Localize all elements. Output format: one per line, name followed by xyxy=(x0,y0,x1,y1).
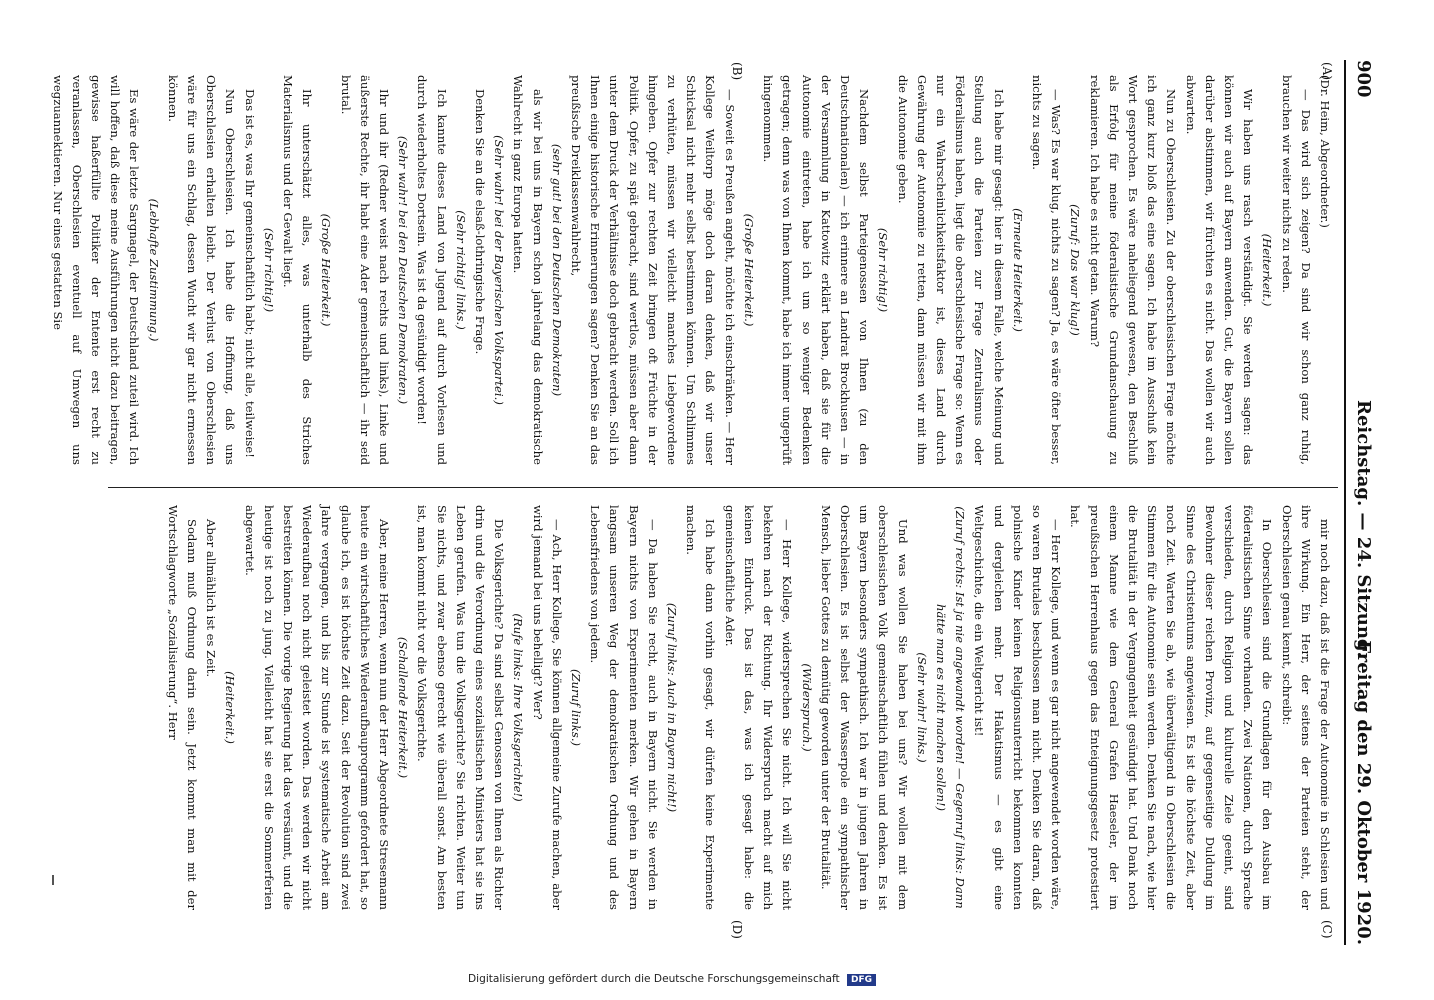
protocol-reaction: (Widerspruch.) xyxy=(799,663,814,752)
running-date: Freitag den 29. Oktober 1920. xyxy=(1353,640,1374,945)
protocol-paragraph: Das ist es, was Ihr gemeinschaftlich habt; nicht alle, teilweise! xyxy=(242,89,257,458)
protocol-reaction: (Zuruf rechts: Ist ja nie angewandt worden! — Gegenruf links: Dann hätte man es nicht machen sollen!) xyxy=(933,506,968,909)
protocol-paragraph: — Was? Es war klug, nichts zu sagen? Ja, es wäre öfter besser, nichts zu sagen. xyxy=(1029,75,1064,465)
protocol-paragraph: Ich kannte dieses Land von Jugend auf durch Vorlesen und durch wiederholtes Dortsein. Was ist da gesündigt worden! xyxy=(415,75,449,465)
protocol-paragraph: In Oberschlesien sind die Grundlagen für den Ausbau im föderalistischen Sinne vorhanden. Zwei Nationen, durch Sprache verschieden, durch Religion und kulturelle Ziele geeint, sind Bewohner dieser reichen Provinz, auf gegenseitige Duldung im Sinne des Christentums angewiesen. Es ist die höchste Zeit, aber noch Zeit. Warten Sie ab, wie überwältigend in Oberschlesien die Stimmen für die Autonomie sein werden. Denken Sie nach, wie hier die Brutalität in der Vergangenheit gesündigt hat. Und Dank noch einem Manne wie dem General Grafen Haeseler, der im preußischen Herrenhaus gegen das Enteignungsgesetz protestiert hat. xyxy=(1068,505,1275,910)
protocol-paragraph: Ihr unterschätzt alles, was unterhalb des Striches Materialismus und der Gewalt liegt. xyxy=(281,75,315,465)
speaker-line: (Dr. Heim, Abgeordneter.) xyxy=(1318,75,1332,228)
protocol-reaction: (Sehr wahr! bei den Deutschen Demokraten.) xyxy=(396,135,411,405)
protocol-reaction: (Heiterkeit.) xyxy=(223,671,238,744)
protocol-reaction: (Erneute Heiterkeit.) xyxy=(1010,208,1025,332)
protocol-paragraph: Ihr und ihr (Redner weist nach rechts und links), Linke und äußerste Rechte, ihr habt eine Ader gemeinschaftlich — ihr seid brutal. xyxy=(338,75,392,465)
protocol-reaction: (Sehr wahr! bei der Bayerischen Volkspartei.) xyxy=(492,135,507,405)
protocol-paragraph: Nachdem selbst Parteigenossen von Ihnen (zu den Deutschnationalen) — ich erinnere an Landrat Brockhusen — in der Versammlung in Kattowitz erklärt haben, daß sie für die Autonomie eintreten, habe ich um so weniger Bedenken getragen; denn was von Ihnen kommt, habe ich immer ungeprüft hingenommen. xyxy=(761,75,872,465)
protocol-paragraph: Die Volksgerichte? Da sind selbst Genossen von Ihnen als Richter drin und die Verordnung eines sozialistischen Ministers hat sie ins Leben gerufen. Was tun die Volksgerichte? Sie richten. Weiter tun Sie nichts, und zwar ebenso gerecht wie überall sonst. Am besten ist, man kommt nicht vor die Volksgerichte. xyxy=(415,505,507,910)
credit-text: Digitalisierung gefördert durch die Deutsche Forschungsgemeinschaft xyxy=(468,973,840,985)
protocol-paragraph: Aber, meine Herren, wenn nun der Herr Abgeordnete Stresemann heute ein wirtschaftliches Wiederaufbauprogramm gefordert hat, so glaube ich, es ist höchste Zeit dazu. Seit der Revolution sind zwei Jahre vergangen, und bis zur Stunde ist systematische Arbeit am Wiederaufbau noch nicht geleistet worden. Das werden wir nicht bestreiten können. Die vorige Regierung hat das versäumt, und die heutige ist noch zu jung. Vielleicht hat sie erst die Sommerferien abgewartet. xyxy=(242,505,392,910)
protocol-paragraph: Sodann muß Ordnung darin sein. Jetzt kommt man mit der Wortschlagworte „Sozialisierung“. Herr xyxy=(165,505,200,910)
protocol-reaction: (Lebhafte Zustimmung.) xyxy=(146,198,161,342)
protocol-reaction: (Rufe links: Ihre Volksgerichte!) xyxy=(511,613,526,802)
protocol-reaction: (Zuruf links.) xyxy=(569,668,584,747)
left-column xyxy=(50,75,1334,465)
protocol-paragraph: als wir bei uns in Bayern schon jahrelang das demokratische Wahlrecht in ganz Europa hatten. xyxy=(511,75,545,465)
protocol-reaction: (Zuruf links: Auch in Bayern nicht!) xyxy=(665,602,680,813)
margin-mark-b: (B) xyxy=(730,62,744,81)
page-number: 900 xyxy=(1353,60,1374,98)
protocol-paragraph: Ich habe mir gesagt: hier in diesem Falle, welche Meinung und Stellung auch die Parteien zur Frage Zentralismus oder Föderalismus haben, liegt die oberschlesische Frage so: Wenn es nur ein Wahrscheinlichkeitsfaktor ist, dieses Land durch Gewährung der Autonomie zu retten, dann müssen wir mit ihm die Autonomie geben. xyxy=(895,75,1006,465)
protocol-reaction: (Große Heiterkeit.) xyxy=(741,213,756,327)
protocol-reaction: (Sehr richtig!) xyxy=(261,227,276,313)
protocol-reaction: (Sehr richtig! links.) xyxy=(453,210,468,330)
protocol-reaction: (sehr gut! bei den Deutschen Demokraten) xyxy=(549,143,564,397)
protocol-reaction: (Zuruf: Das war klug!) xyxy=(1068,204,1083,336)
protocol-paragraph: — Herr Kollege, und wenn es gar nicht angewendet worden wäre, so waren Brutales beschlossen man nicht. Denken Sie daran, daß polnische Kinder keinen Religionsunterricht bekommen konnten und dergleichen mehr. Der Hakatismus — es gibt eine Weltgeschichte, die ein Weltgericht ist! xyxy=(972,505,1064,910)
margin-mark-d: (D) xyxy=(730,920,744,939)
header-rule xyxy=(1344,60,1346,945)
protocol-paragraph: Es wäre der letzte Sargnagel, der Deutschland zuteil wird. Ich will hoffen, daß diese meine Ausführungen nicht dazu beitragen, gewisse haßerfüllte Politiker der Entente erst recht zu veranlassen, Oberschlesien eventuell auf Umwegen uns wegzuannektieren. Nur eines gestatten Sie xyxy=(50,75,142,465)
protocol-paragraph: Und was wollen Sie haben bei uns? Wir wollen mit dem oberschlesischen Volk gemeinschaftlich fühlen und denken. Es ist um Bayern besonders sympathisch. Ich war in jungen Jahren in Oberschlesien. Es ist selbst der Wasserpole ein sympathischer Mensch, lieber Gottes zu demütig geworden unter der Brutalität. xyxy=(818,505,910,910)
protocol-paragraph: Aber allmählich ist es Zeit. xyxy=(204,519,219,678)
dfg-logo: DFG xyxy=(847,974,876,986)
protocol-paragraph: mir noch dazu, daß ist die Frage der Autonomie in Schlesien und ihre Wirkung. Ein Herr, der seitens der Parteien steht, der Oberschlesien genau kennt, schreibt: xyxy=(1279,505,1332,910)
scan-speck xyxy=(52,875,54,885)
protocol-paragraph: Wir haben uns rasch verständigt. Sie werden sagen: das können wir auch auf Bayern anwenden. Gut, die Bayern sollen darüber abstimmen, wir fürchten es nicht. Das wollen wir auch abwarten. xyxy=(1183,75,1256,465)
protocol-paragraph: Denken Sie an die elsaß-lothringische Frage. xyxy=(473,89,488,355)
protocol-reaction: (Schallende Heiterkeit.) xyxy=(396,636,411,779)
running-title: Reichstag. — 24. Sitzung. xyxy=(1353,400,1374,658)
digitization-credit xyxy=(468,973,1428,986)
protocol-paragraph: — Da haben Sie recht, auch in Bayern nicht. Sie werden in Bayern nichts von Experimenten merken. Wir gehen in Bayern langsam unseren Weg der demokratischen Ordnung und des Lebensfriedens von jedem. xyxy=(588,505,660,910)
protocol-paragraph: Nun zu Oberschlesien. Zu der oberschlesischen Frage möchte ich ganz kurz bloß das eine sagen. Ich habe im Ausschuß kein Wort gesprochen. Es wäre naheliegend gewesen, den Beschluß als Erfolg für meine föderalistische Grundanschauung zu reklamieren. Ich habe es nicht getan. Warum? xyxy=(1087,75,1179,465)
running-head xyxy=(1334,60,1374,945)
margin-mark-c: (C) xyxy=(1320,920,1334,939)
protocol-paragraph: — Soweit es Preußen angeht, möchte ich einschränken. — Herr Kollege Weiltorp möge doch daran denken, daß wir unser Schicksal nicht mehr selbst bestimmen können. Um Schlimmes zu verhüten, müssen wir vielleicht manches Liebgewordene hingeben. Opfer zur rechten Zeit bringen oft Früchte in der Politik. Opfer, zu spät gebracht, sind wertlos, müssen aber dann unter dem Druck der Verhältnisse doch gebracht werden. Soll ich Ihnen einige historische Erinnerungen sagen? Denken Sie an das preußische Dreiklassenwahlrecht, xyxy=(569,75,737,465)
protocol-paragraph: — Das wird sich zeigen? Da sind wir schon ganz ruhig, brauchen wir weiter nichts zu reden. xyxy=(1279,75,1313,465)
column-rule xyxy=(108,487,1338,488)
margin-mark-a: (A) xyxy=(1320,62,1334,81)
protocol-reaction: (Große Heiterkeit.) xyxy=(319,213,334,327)
protocol-paragraph: — Ach, Herr Kollege, Sie können allgemeine Zurufe machen, aber wird jemand bei uns behelligt? Wer? xyxy=(530,505,564,910)
protocol-reaction: (Heiterkeit.) xyxy=(1260,233,1275,307)
protocol-paragraph: Ich habe dann vorhin gesagt, wir dürfen keine Experimente machen. xyxy=(684,505,718,910)
protocol-paragraph: Nun Oberschlesien. Ich habe die Hoffnung, daß uns Oberschlesien erhalten bleibt. Der Verlust von Oberschlesien wäre für uns ein Schlag, dessen Wucht wir gar nicht ermessen können. xyxy=(165,75,238,465)
protocol-reaction: (Sehr richtig!) xyxy=(876,227,891,313)
protocol-paragraph: — Herr Kollege, widersprechen Sie nicht. Ich will Sie nicht bekehren nach der Richtung. Ihr Widerspruch macht auf mich keinen Eindruck. Das ist das, was ich gesagt habe: die gemeinschaftliche Ader. xyxy=(722,505,795,910)
right-column xyxy=(124,505,1334,910)
protocol-reaction: (Sehr wahr! links.) xyxy=(914,652,929,763)
